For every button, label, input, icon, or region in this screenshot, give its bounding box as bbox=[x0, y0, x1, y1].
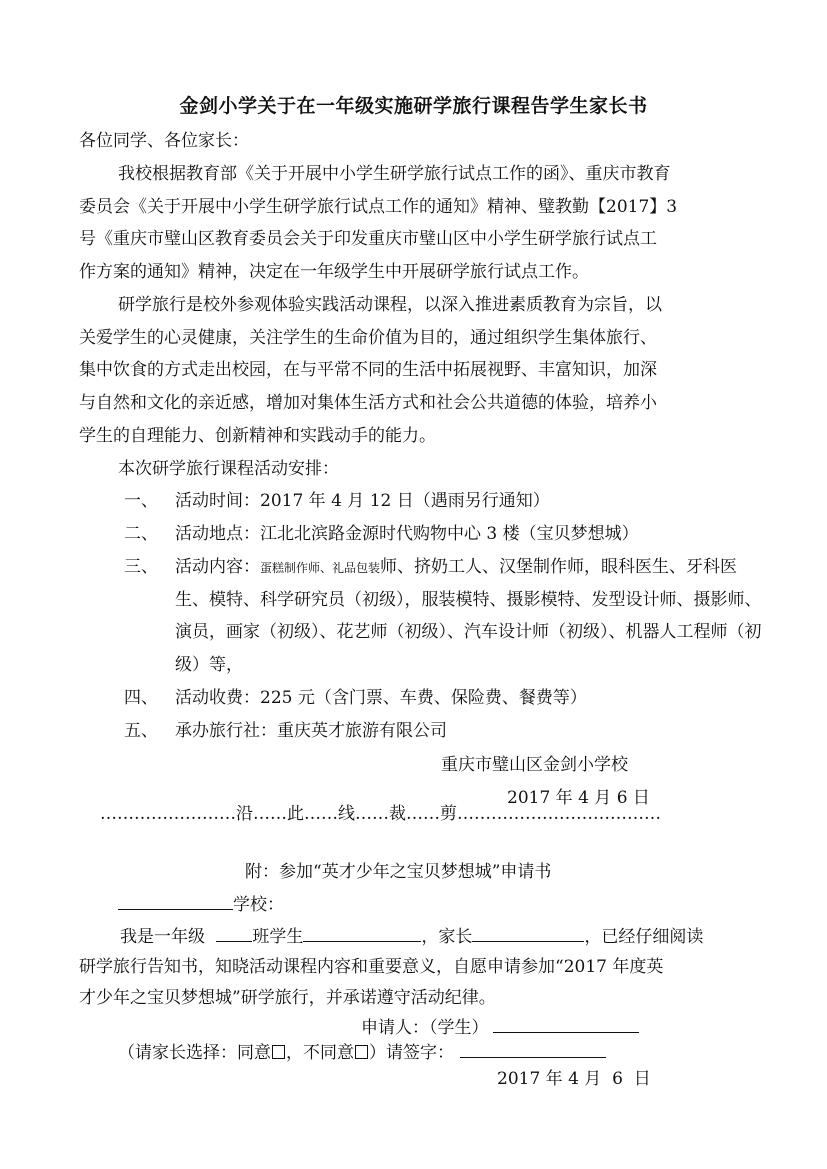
parent-name-blank[interactable] bbox=[472, 925, 584, 942]
form-line2: 研学旅行告知书，知晓活动课程内容和重要意义，自愿申请参加“2017 年度英 bbox=[79, 957, 664, 977]
para2-line: 学生的自理能力、创新精神和实践动手的能力。 bbox=[79, 426, 436, 446]
form-line1 bbox=[120, 925, 703, 947]
item-content-line1 bbox=[175, 557, 737, 578]
para2-line: 关爱学生的心灵健康，关注学生的生命价值为目的，通过组织学生集体旅行、 bbox=[79, 328, 657, 348]
item-content-line3: 演员，画家（初级）、花艺师（初级）、汽车设计师（初级）、机器人工程师（初 bbox=[175, 622, 762, 642]
class-blank[interactable] bbox=[216, 925, 252, 942]
form-line3: 才少年之宝贝梦想城”研学旅行，并承诺遵守活动纪律。 bbox=[79, 988, 496, 1008]
item-number: 一、 bbox=[124, 491, 158, 511]
form-text: 我是一年级 bbox=[120, 927, 205, 947]
para1-line: 委员会《关于开展中小学生研学旅行试点工作的通知》精神、璧教勤【2017】3 bbox=[79, 197, 678, 217]
item-number: 三、 bbox=[124, 557, 158, 577]
item-number: 二、 bbox=[124, 524, 158, 544]
applicant-signature-blank[interactable] bbox=[493, 1016, 639, 1033]
signature-date: 2017 年 4 月 6 日 bbox=[507, 788, 650, 808]
para2-line: 与自然和文化的亲近感，增加对集体生活方式和社会公共道德的体验，培养小 bbox=[79, 393, 657, 413]
item-time: 活动时间：2017 年 4 月 12 日（遇雨另行通知） bbox=[175, 491, 550, 511]
consent-text: ）请签字： bbox=[369, 1043, 454, 1063]
consent-text: ，不同意 bbox=[286, 1043, 354, 1063]
consent-line bbox=[118, 1041, 606, 1063]
form-date: 2017 年 4 月 6 日 bbox=[497, 1069, 651, 1089]
salutation: 各位同学、各位家长： bbox=[79, 131, 249, 151]
school-name-blank[interactable] bbox=[118, 893, 233, 910]
item-content-small: 蛋糕制作师、礼品包装 bbox=[260, 561, 381, 575]
student-name-blank[interactable] bbox=[303, 925, 421, 942]
form-text: 班学生 bbox=[252, 927, 304, 947]
item-content-label: 活动内容： bbox=[175, 557, 260, 577]
item-agency: 承办旅行社：重庆英才旅游有限公司 bbox=[175, 721, 447, 741]
para1-line: 作方案的通知》精神，决定在一年级学生中开展研学旅行试点工作。 bbox=[79, 262, 589, 282]
disagree-checkbox[interactable] bbox=[355, 1045, 368, 1059]
para2-line: 研学旅行是校外参观体验实践活动课程，以深入推进素质教育为宗旨，以 bbox=[118, 295, 662, 315]
item-place: 活动地点：江北北滨路金源时代购物中心 3 楼（宝贝梦想城） bbox=[175, 524, 639, 544]
item-content-line2: 生、模特、科学研究员（初级），服装模特、摄影模特、发型设计师、摄影师、 bbox=[175, 590, 762, 610]
arrangement-heading: 本次研学旅行课程活动安排： bbox=[118, 459, 339, 479]
applicant-line bbox=[361, 1016, 639, 1038]
school-suffix: 学校： bbox=[233, 895, 284, 915]
school-line bbox=[118, 893, 284, 915]
para1-line: 号《重庆市璧山区教育委员会关于印发重庆市璧山区中小学生研学旅行试点工 bbox=[79, 229, 657, 249]
agree-checkbox[interactable] bbox=[272, 1045, 285, 1059]
form-text: ，家长 bbox=[421, 927, 473, 947]
item-content-rest: 师、挤奶工人、汉堡制作师，眼科医生、牙科医 bbox=[380, 557, 738, 577]
applicant-label: 申请人：（学生） bbox=[361, 1018, 489, 1038]
item-number: 五、 bbox=[124, 721, 158, 741]
cut-line: ……………………沿……此……线……裁……剪……………………………… bbox=[100, 804, 661, 824]
para2-line: 集中饮食的方式走出校园，在与平常不同的生活中拓展视野、丰富知识，加深 bbox=[79, 360, 657, 380]
parent-signature-blank[interactable] bbox=[460, 1041, 606, 1058]
form-title: 附：参加“英才少年之宝贝梦想城”申请书 bbox=[245, 862, 552, 882]
consent-text: （请家长选择：同意 bbox=[118, 1043, 271, 1063]
document-title: 金剑小学关于在一年级实施研学旅行课程告学生家长书 bbox=[179, 95, 648, 117]
item-content-line4: 级）等， bbox=[175, 655, 243, 675]
item-fee: 活动收费：225 元（含门票、车费、保险费、餐费等） bbox=[175, 688, 587, 708]
signature-school: 重庆市璧山区金剑小学校 bbox=[441, 755, 628, 775]
item-number: 四、 bbox=[124, 688, 158, 708]
form-text: ，已经仔细阅读 bbox=[584, 927, 704, 947]
para1-line: 我校根据教育部《关于开展中小学生研学旅行试点工作的函》、重庆市教育 bbox=[118, 164, 671, 184]
